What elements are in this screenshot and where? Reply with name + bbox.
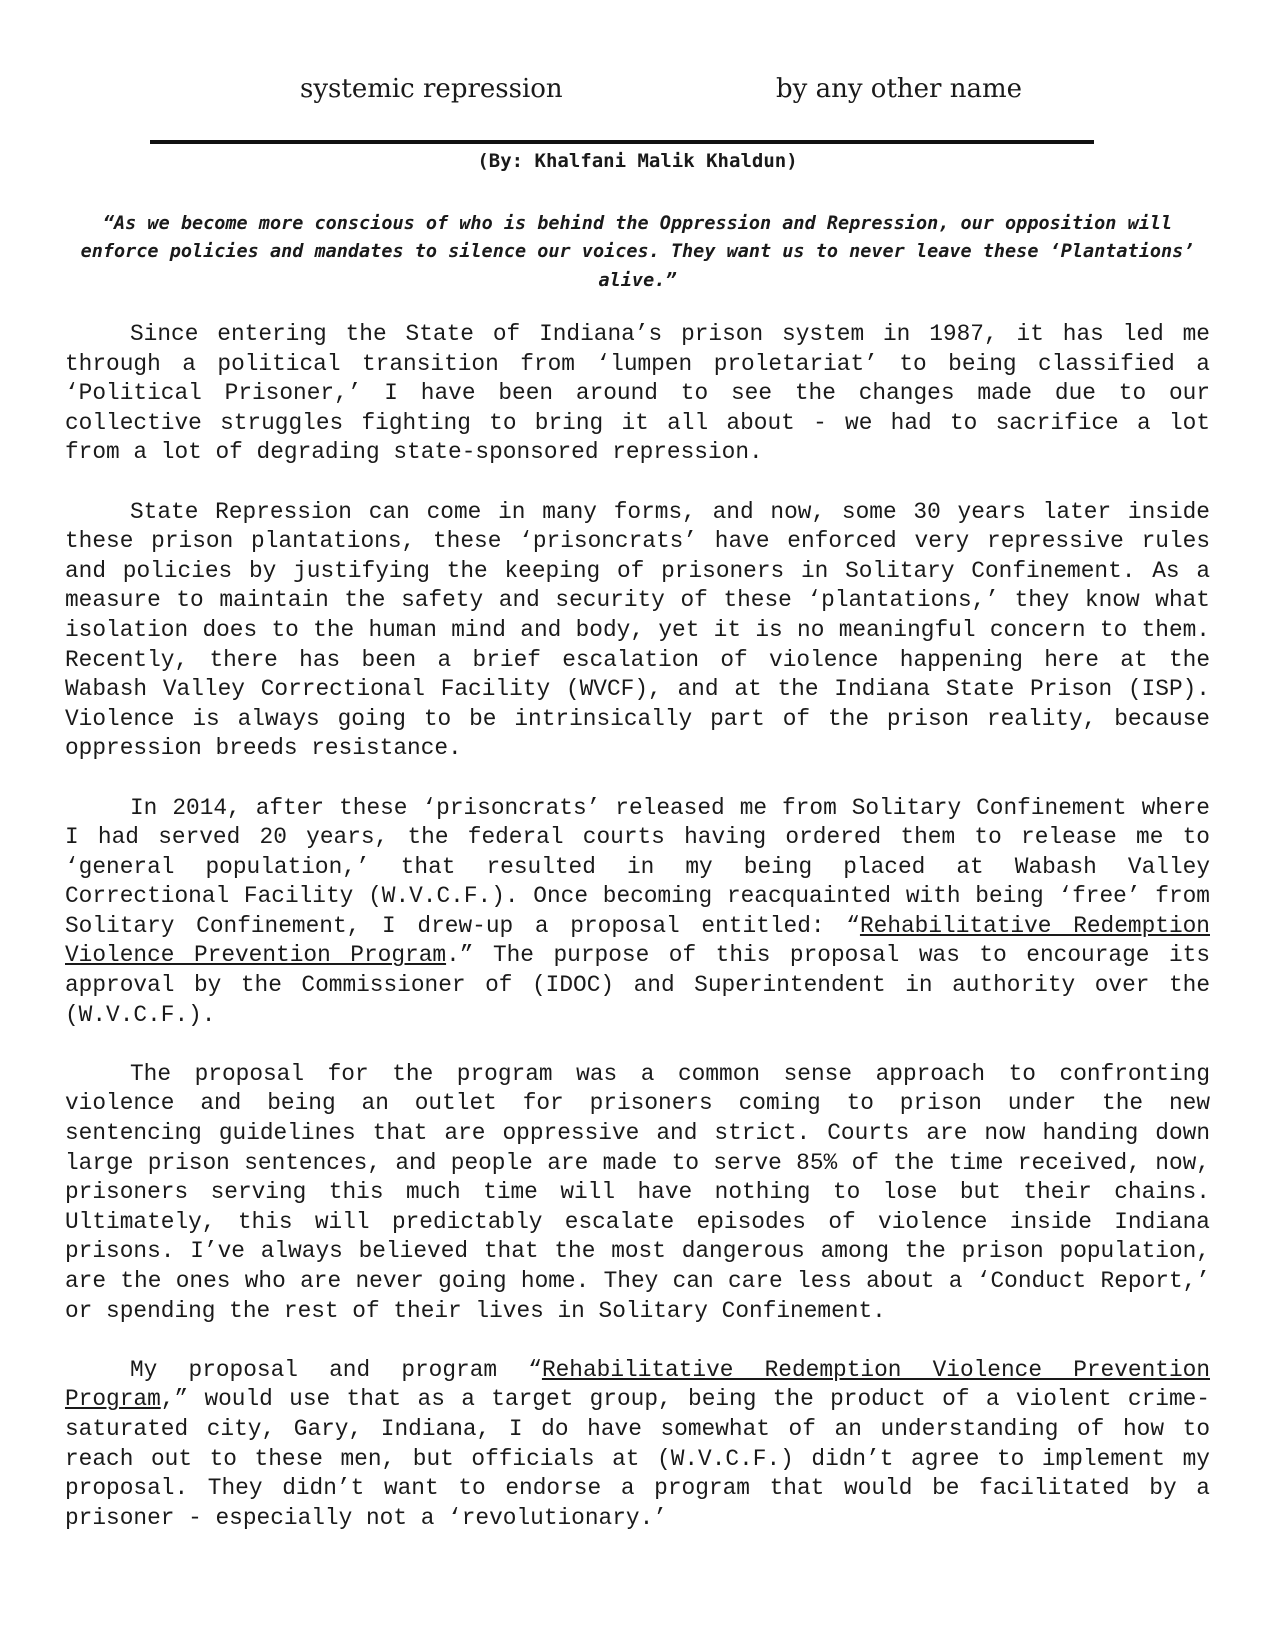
author-byline: (By: Khalfani Malik Khaldun) bbox=[477, 150, 798, 172]
header-right-title: by any other name bbox=[776, 74, 1023, 104]
paragraph-5-text-a: My proposal and program “ bbox=[130, 1356, 542, 1383]
running-header bbox=[0, 74, 1275, 114]
paragraph-3-text-a: In 2014, after these ‘prisoncrats’ released me from Solitary Confinement where I had served 20 years, the federal courts having ordered them to release me to ‘general population,’ that resulted in my being placed at Wabash Valley Correctional Facility (W.V.C.F.). Once becoming reacquainted with being ‘free’ from Solitary Confinement, I drew-up a proposal entitled: “ bbox=[65, 794, 1210, 939]
header-left-title: systemic repression bbox=[300, 74, 563, 104]
paragraph-4: The proposal for the program was a common sense approach to confronting violence and being an outlet for prisoners coming to prison under the new sentencing guidelines that are oppressive and strict. Courts are now handing down large prison sentences, and people are made to serve 85% of the time received, now, prisoners serving this much time will have nothing to lose but their chains. Ultimately, this will predictably escalate episodes of violence inside Indiana prisons. I’ve always believed that the most dangerous among the prison population, are the ones who are never going home. They can care less about a ‘Conduct Report,’ or spending the rest of their lives in Solitary Confinement. bbox=[65, 1060, 1210, 1324]
paragraph-5-text-b: ,” would use that as a target group, being the product of a violent crime-saturated city, Gary, Indiana, I do have somewhat of an understanding of how to reach out to these men, but officials at (W.V.C.F.) didn’t agree to implement my proposal. They didn’t want to endorse a program that would be facilitated by a prisoner - especially not a ‘revolutionary.’ bbox=[65, 1386, 1210, 1531]
program-title-underlined: Rehabilitative Redemption Violence Prevention Program bbox=[65, 912, 1210, 969]
paragraph-5 bbox=[65, 1356, 1210, 1534]
program-title-underlined: Rehabilitative Redemption Violence Prevention Program bbox=[65, 1356, 1210, 1413]
paragraph-2: State Repression can come in many forms, and now, some 30 years later inside these prison plantations, these ‘prisoncrats’ have enforced very repressive rules and policies by justifying the keeping of prisoners in Solitary Confinement. As a measure to maintain the safety and security of these ‘plantations,’ they know what isolation does to the human mind and body, yet it is no meaningful concern to them. Recently, there has been a brief escalation of violence happening here at the Wabash Valley Correctional Facility (WVCF), and at the Indiana State Prison (ISP). Violence is always going to be intrinsically part of the prison reality, because oppression breeds resistance. bbox=[65, 498, 1210, 762]
article-body bbox=[65, 320, 1210, 1563]
paragraph-3-text-b: .” The purpose of this proposal was to encourage its approval by the Commissioner of (IDOC) and Superintendent in authority over the (W.V.C.F.). bbox=[65, 942, 1210, 1028]
paragraph-3 bbox=[65, 794, 1210, 1031]
paragraph-1: Since entering the State of Indiana’s prison system in 1987, it has led me through a political transition from ‘lumpen proletariat’ to being classified a ‘Political Prisoner,’ I have been around to see the changes made due to our collective struggles fighting to bring it all about - we had to sacrifice a lot from a lot of degrading state-sponsored repression. bbox=[65, 321, 1210, 466]
header-rule bbox=[150, 140, 1094, 144]
epigraph-quote: “As we become more conscious of who is behind the Oppression and Repression, our opposition will enforce policies and mandates to silence our voices. They want us to never leave these ‘Plantations’ alive.” bbox=[80, 213, 1195, 291]
